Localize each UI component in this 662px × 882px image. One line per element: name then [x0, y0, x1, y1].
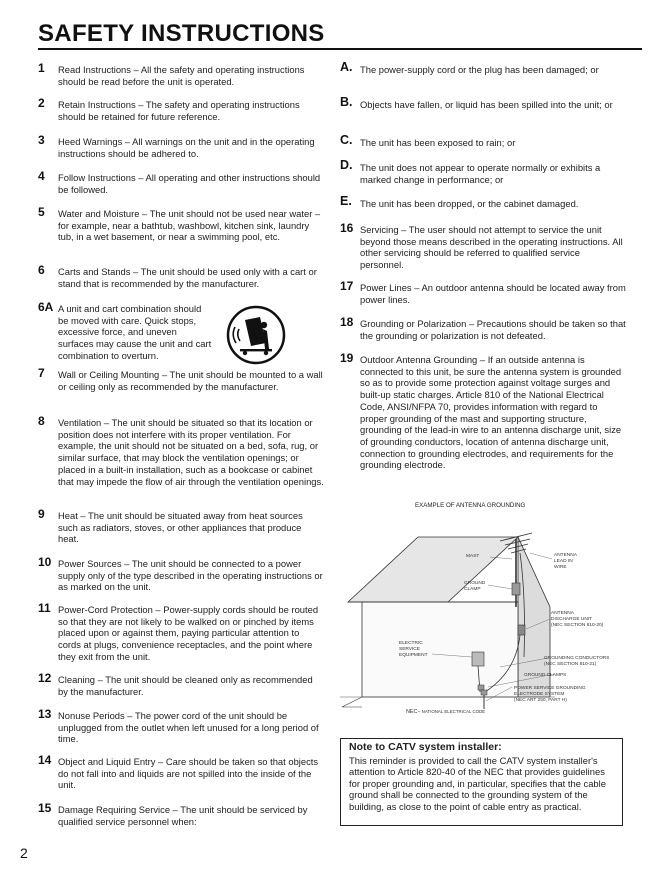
item-letter: B. [340, 95, 353, 109]
item-number: 6 [38, 263, 45, 277]
cart-warning-icon [226, 305, 286, 365]
page-number: 2 [20, 845, 28, 861]
grounding-conductors-label: (NEC SECTION 810-21) [544, 662, 597, 667]
note-text: This reminder is provided to call the CATV system installer's attention to Article 820-40 of the NEC that provides guidelines for proper grounding and, in particular, specifies that the cable ground shall be connected to the grounding system of the building, as close to the point of cable entry as practical. [349, 754, 606, 812]
item-number: 3 [38, 133, 45, 147]
item-number: 15 [38, 801, 52, 815]
item-number: 1 [38, 61, 45, 75]
note-title: Note to CATV system installer: [349, 741, 502, 753]
item-text: Objects have fallen, or liquid has been spilled into the unit; or [360, 99, 613, 110]
item-text: Wall or Ceiling Mounting – The unit should be mounted to a wall or ceiling only as recommended by the manufacturer. [58, 369, 323, 392]
page-title: SAFETY INSTRUCTIONS [38, 20, 325, 47]
item-number: 2 [38, 96, 45, 110]
item-number: 10 [38, 555, 52, 569]
item-text: Object and Liquid Entry – Care should be taken so that objects do not fall into and liquids are not spilled into the inside of the unit. [58, 756, 319, 791]
house-illustration [340, 537, 555, 707]
item-number: 14 [38, 753, 52, 767]
item-number: 12 [38, 671, 52, 685]
item-text: Nonuse Periods – The power cord of the unit should be unplugged from the outlet when left unused for a long period of time. [58, 710, 319, 745]
item-text: Heat – The unit should be situated away from heat sources such as radiators, stoves, or other appliances that produce heat. [58, 510, 303, 545]
item-text: Retain Instructions – The safety and operating instructions should be retained for future reference. [58, 99, 300, 122]
item-letter: D. [340, 158, 353, 172]
item-number: 11 [38, 601, 51, 615]
item-text: Water and Moisture – The unit should not be used near water – for example, near a bathtub, washbowl, kitchen sink, laundry tub, in a wet basement, or near a swimming pool, etc. [58, 208, 321, 243]
item-number: 4 [38, 169, 45, 183]
discharge-unit-label: (NEC SECTION 810-20) [551, 623, 604, 628]
nec-abbr: NEC [406, 709, 418, 715]
antenna-lead-label: WIRE [554, 565, 567, 570]
item-text: Grounding or Polarization – Precautions should be taken so that the grounding or polarization is not defeated. [360, 318, 626, 341]
item-number: 8 [38, 414, 45, 428]
title-rule [38, 48, 642, 50]
item-number: 17 [340, 279, 354, 293]
item-text: Read Instructions – All the safety and operating instructions should be read before the unit is operated. [58, 64, 305, 87]
ground-clamp-label: CLAMP [464, 587, 481, 592]
item-text: Follow Instructions – All operating and other instructions should be followed. [58, 172, 321, 195]
power-service-label: ELECTRODE SYSTEM [514, 692, 565, 697]
item-number: 6A [38, 300, 54, 314]
item-text: Carts and Stands – The unit should be used only with a cart or stand that is recommended by the manufacturer. [58, 266, 317, 289]
item-text: Ventilation – The unit should be situated so that its location or position does not interfere with its proper ventilation. For example, the unit should not be situated on a bed, sofa, rug, or similar surface, that may block the ventilation openings; or placed in a built-in installation, such as a bookcase or cabinet that may impede the flow of air through the ventilation openings. [58, 417, 324, 487]
electric-service-label: ELECTRIC [399, 641, 423, 646]
item-text: Power-Cord Protection – Power-supply cords should be routed so that they are not likely to be walked on or pinched by items placed upon or against them, paying particular attention to cords at plugs, convenience receptacles, and the point where they exit from the unit. [58, 604, 319, 662]
antenna-lead-label: ANTENNA [554, 553, 577, 558]
item-number: 13 [38, 707, 52, 721]
item-text: The unit does not appear to operate normally or exhibits a marked change in performance; or [360, 162, 601, 185]
electric-service-label: SERVICE [399, 647, 420, 652]
antenna-lead-label: LEAD IN [554, 559, 573, 564]
mast-label: MAST [466, 554, 480, 559]
diagram-title: EXAMPLE OF ANTENNA GROUNDING [415, 502, 526, 509]
ground-clamps-label: GROUND CLAMPS [524, 673, 567, 678]
antenna-grounding-diagram [340, 497, 630, 722]
discharge-unit-label: DISCHARGE UNIT [551, 617, 593, 622]
item-number: 9 [38, 507, 45, 521]
item-number: 5 [38, 205, 45, 219]
item-text: The power-supply cord or the plug has been damaged; or [360, 64, 599, 75]
nec-full: – NATIONAL ELECTRICAL CODE [418, 709, 486, 714]
item-text: The unit has been dropped, or the cabinet damaged. [360, 198, 579, 209]
item-letter: C. [340, 133, 353, 147]
item-letter: A. [340, 60, 353, 74]
item-text: Cleaning – The unit should be cleaned only as recommended by the manufacturer. [58, 674, 313, 697]
ground-clamp-label: GROUND [464, 581, 486, 586]
grounding-conductors-label: GROUNDING CONDUCTORS [544, 656, 610, 661]
item-text: The unit has been exposed to rain; or [360, 137, 516, 148]
catv-note-box [340, 738, 623, 826]
power-service-label: POWER SERVICE GROUNDING [514, 686, 586, 691]
item-text: Damage Requiring Service – The unit should be serviced by qualified service personnel when: [58, 804, 308, 827]
item-text: Servicing – The user should not attempt to service the unit beyond those means described in the operating instructions. All other servicing should be referred to qualified service personnel. [360, 224, 623, 271]
item-number: 18 [340, 315, 354, 329]
item-text: Heed Warnings – All warnings on the unit and in the operating instructions should be adhered to. [58, 136, 315, 159]
discharge-unit-label: ANTENNA [551, 611, 574, 616]
item-text: Outdoor Antenna Grounding – If an outside antenna is connected to this unit, be sure the antenna system is grounded so as to provide some protection against voltage surges and built-up static charges. Article 810 of the National Electrical Code, ANSI/NFPA 70, provides information with regard to proper grounding of the mast and supporting structure, grounding of the lead-in wire to an antenna discharge unit, size of grounding conductors, location of antenna discharge unit, connection to grounding electrodes, and requirements for the grounding electrode. [360, 354, 622, 471]
item-number: 7 [38, 366, 45, 380]
item-text: Power Lines – An outdoor antenna should be located away from power lines. [360, 282, 626, 305]
item-letter: E. [340, 194, 352, 208]
electric-service-label: EQUIPMENT [399, 653, 428, 658]
power-service-label: (NEC ART 250, PART H) [514, 698, 567, 703]
item-text: Power Sources – The unit should be connected to a power supply only of the type described in the operating instructions or as marked on the unit. [58, 558, 323, 593]
item-text: A unit and cart combination should be moved with care. Quick stops, excessive force, and uneven surfaces may cause the unit and cart combination to overturn. [58, 303, 212, 361]
item-number: 16 [340, 221, 354, 235]
item-number: 19 [340, 351, 354, 365]
